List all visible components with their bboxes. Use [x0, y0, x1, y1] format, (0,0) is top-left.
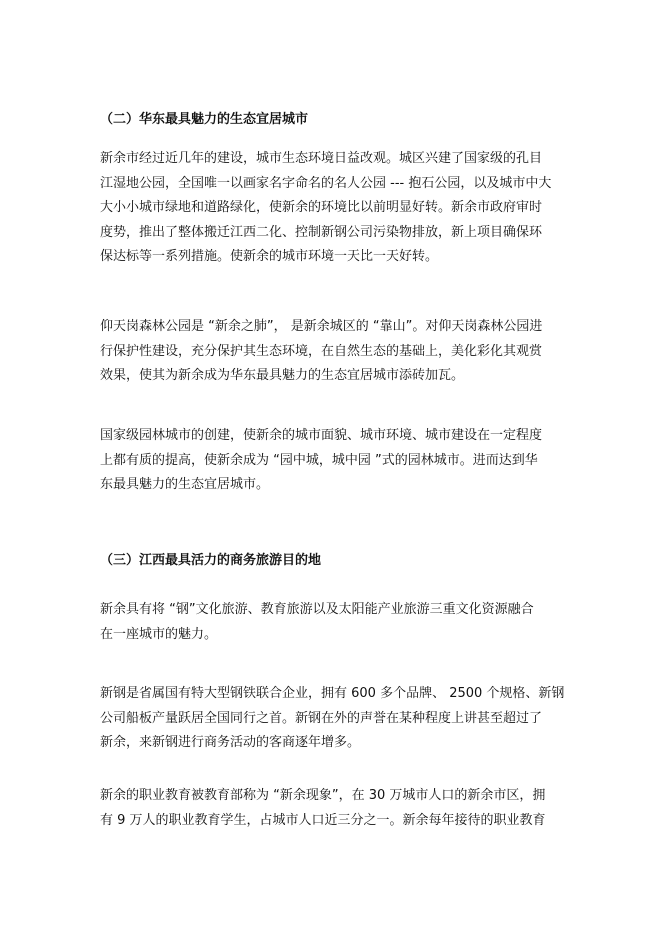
- text-line: 江湿地公园，全国唯一以画家名字命名的名人公园 --- 抱石公园，以及城市中大: [100, 175, 552, 191]
- text-line: 仰天岗森林公园是 “新余之肺”， 是新余城区的 “靠山”。对仰天岗森林公园进: [100, 319, 543, 334]
- paragraph-forest-park: [100, 315, 560, 389]
- text-line: 东最具魅力的生态宜居城市。: [100, 477, 270, 492]
- section-heading-2: （二）华东最具魅力的生态宜居城市: [100, 112, 309, 127]
- paragraph-garden-city: [100, 424, 560, 498]
- text-line: 有 9 万人的职业教育学生，占城市人口近三分之一。新余每年接待的职业教育: [100, 812, 546, 828]
- section-heading-3: （三）江西最具活力的商务旅游目的地: [100, 553, 322, 568]
- text-line: 新余市经过近几年的建设，城市生态环境日益改观。城区兴建了国家级的孔目: [100, 151, 543, 166]
- text-line: 在一座城市的魅力。: [100, 626, 218, 642]
- paragraph-ecology: [100, 147, 560, 270]
- text-line: 保达标等一系列措施。使新余的城市环境一天比一天好转。: [100, 249, 439, 264]
- text-line: 度势，推出了整体搬迁江西二化、控制新钢公司污染物排放，新上项目确保环: [100, 224, 543, 240]
- text-line: 上都有质的提高，使新余成为 “园中城，城中园 ”式的园林城市。进而达到华: [100, 452, 538, 468]
- text-line: 新钢是省属国有特大型钢铁联合企业，拥有 600 多个品牌、 2500 个规格、新钢: [100, 686, 565, 701]
- text-line: 新余，来新钢进行商务活动的客商逐年增多。: [100, 735, 361, 750]
- text-line: 行保护性建设，充分保护其生态环境，在自然生态的基础上，美化彩化其观赏: [100, 343, 543, 359]
- text-line: 新余具有将 “钢”文化旅游、教育旅游以及太阳能产业旅游三重文化资源融合: [100, 602, 534, 617]
- text-line: 国家级园林城市的创建，使新余的城市面貌、城市环境、城市建设在一定程度: [100, 428, 543, 443]
- paragraph-culture-tourism: [100, 598, 560, 647]
- text-line: 新余的职业教育被教育部称为 “新余现象”，在 30 万城市人口的新余市区，拥: [100, 788, 546, 803]
- text-line: 大小小城市绿地和道路绿化，使新余的环境比以前明显好转。新余市政府审时: [100, 200, 543, 215]
- text-line: 公司船板产量跃居全国同行之首。新钢在外的声誉在某种程度上讲甚至超过了: [100, 710, 543, 726]
- paragraph-steel-company: [100, 682, 565, 756]
- text-line: 效果，使其为新余成为华东最具魅力的生态宜居城市添砖加瓦。: [100, 368, 465, 383]
- paragraph-vocational-education: [100, 784, 560, 833]
